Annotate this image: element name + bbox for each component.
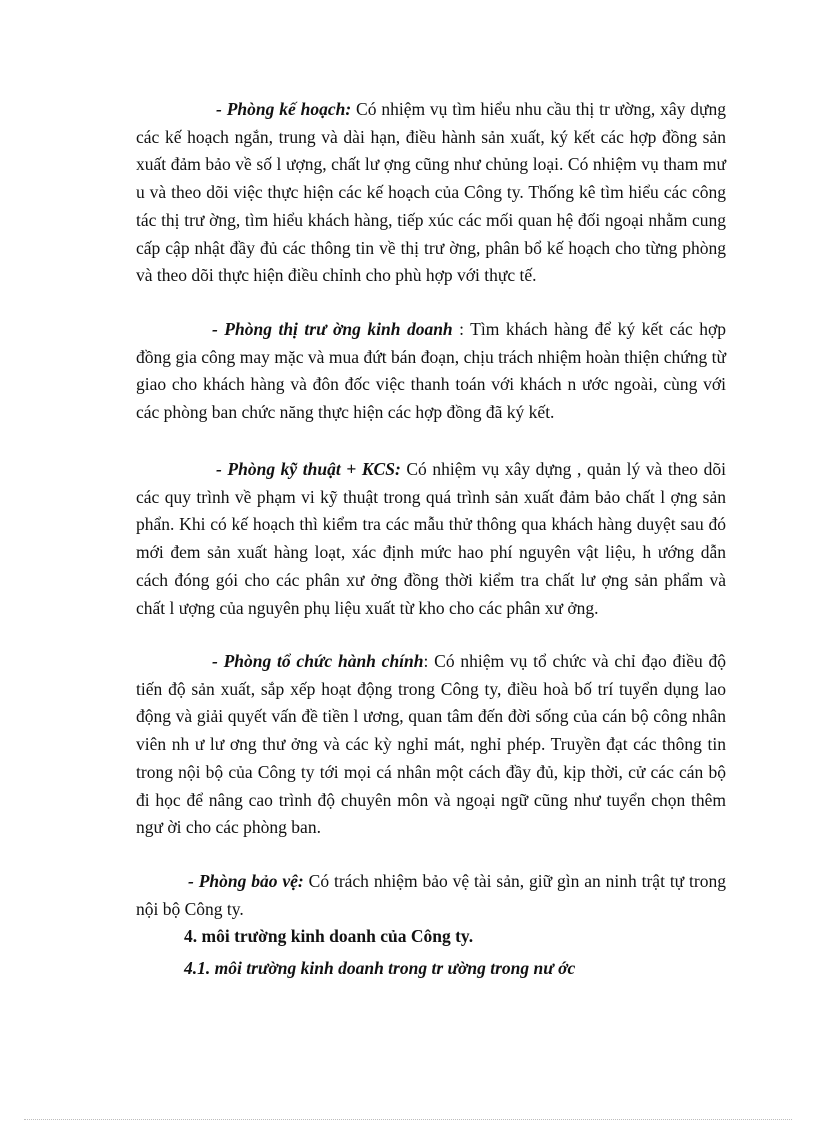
- section-phong-bao-ve: [136, 868, 726, 923]
- section-title: - Phòng thị trư ờng kinh doanh: [212, 319, 453, 339]
- section-title: - Phòng tổ chức hành chính: [212, 651, 424, 671]
- section-body: Có nhiệm vụ tìm hiểu nhu cầu thị tr ường, xây dựng các kế hoạch ngắn, trung và dài hạn, điều hành sản xuất, ký kết các hợp đồng sản xuất đảm bảo về số l ượng, chất lư ợng cũng như chủng loại. Có nhiệm vụ tham mư u và theo dõi việc thực hiện các kế hoạch của Công ty. Thống kê tìm hiểu các công tác thị trư ờng, tìm hiểu khách hàng, tiếp xúc các mối quan hệ đối ngoại nhằm cung cấp cập nhật đầy đủ các thông tin về thị trư ờng, phân bổ kế hoạch cho từng phòng và theo dõi thực hiện điều chỉnh cho phù hợp với thực tế.: [136, 99, 727, 286]
- heading-4-1: 4.1. môi trường kinh doanh trong tr ường trong nư ớc: [184, 958, 576, 978]
- section-title: - Phòng bảo vệ:: [188, 871, 304, 891]
- section-body: : Có nhiệm vụ tổ chức và chỉ đạo điều độ tiến độ sản xuất, sắp xếp hoạt động trong Công ty, điều hoà bố trí tuyển dụng lao động và giải quyết vấn đề tiền l ương, quan tâm đến đời sống của cán bộ công nhân viên nh ư lư ơng thư ởng và các kỳ nghỉ mát, nghỉ phép. Truyền đạt các thông tin trong nội bộ của Công ty tới mọi cá nhân một cách đầy đủ, kịp thời, cử các cán bộ đi học để nâng cao trình độ chuyên môn và ngoại ngữ cũng như tuyển chọn thêm ngư ời cho các phòng ban.: [136, 651, 726, 838]
- section-phong-to-chuc-hanh-chinh: [136, 648, 726, 842]
- section-title: - Phòng kỹ thuật + KCS:: [216, 459, 401, 479]
- section-title: - Phòng kế hoạch:: [216, 99, 352, 119]
- section-body: Có trách nhiệm bảo vệ tài sản, giữ gìn an ninh trật tự trong nội bộ Công ty.: [136, 871, 726, 919]
- heading-4: 4. môi trường kinh doanh của Công ty.: [184, 926, 474, 946]
- section-body: Có nhiệm vụ xây dựng , quản lý và theo dõi các quy trình về phạm vi kỹ thuật trong quá trình sản xuất đảm bảo chất l ợng sản phẩn. Khi có kế hoạch thì kiểm tra các mẫu thử thông qua khách hàng duyệt sau đó mới đem sản xuất hàng loạt, xác định mức hao phí nguyên vật liệu, h ướng dẫn cách đóng gói cho các phân xư ởng đồng thời kiểm tra chất lư ợng sản phẩm và chất l ượng của nguyên phụ liệu xuất từ kho cho các phân xư ởng.: [136, 459, 726, 618]
- section-body: : Tìm khách hàng để ký kết các hợp đồng gia công may mặc và mua đứt bán đoạn, chịu trách nhiệm hoàn thiện chứng từ giao cho khách hàng và đôn đốc việc thanh toán với khách n ước ngoài, cùng với các phòng ban chức năng thực hiện các hợp đồng đã ký kết.: [136, 319, 726, 423]
- page-bottom-divider: [24, 1119, 792, 1120]
- section-phong-ky-thuat-kcs: [136, 456, 726, 622]
- section-phong-ke-hoach: [136, 96, 726, 290]
- section-phong-thi-truong-kinh-doanh: [136, 316, 726, 427]
